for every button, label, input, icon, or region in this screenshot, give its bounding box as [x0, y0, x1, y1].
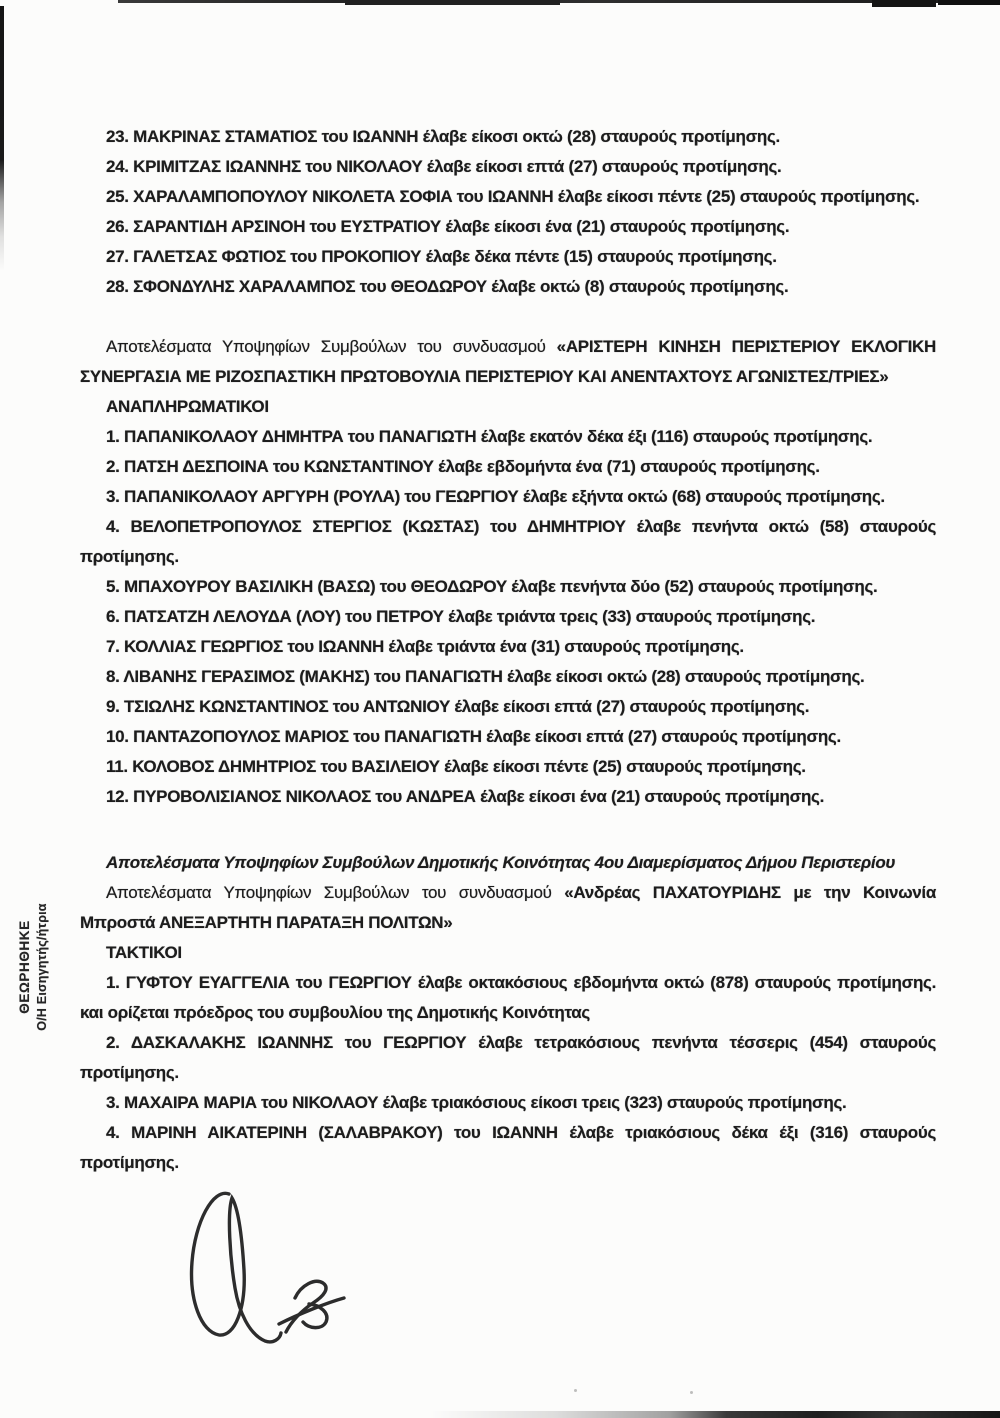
- result-item: 6. ΠΑΤΣΑΤΖΗ ΛΕΛΟΥΔΑ (ΛΟΥ) του ΠΕΤΡΟΥ έλαβε τριάντα τρεις (33) σταυρούς προτίμησης.: [106, 607, 816, 626]
- result-item: 27. ΓΑΛΕΤΣΑΣ ΦΩΤΙΟΣ του ΠΡΟΚΟΠΙΟΥ έλαβε δέκα πέντε (15) σταυρούς προτίμησης.: [106, 247, 777, 266]
- section-paragraph: [80, 878, 936, 938]
- scan-artifact-left-edge: [0, 6, 4, 271]
- result-item: 10. ΠΑΝΤΑΖΟΠΟΥΛΟΣ ΜΑΡΙΟΣ του ΠΑΝΑΓΙΩΤΗ έλαβε είκοσι επτά (27) σταυρούς προτίμησης.: [106, 727, 841, 746]
- result-item: 4. ΒΕΛΟΠΕΤΡΟΠΟΥΛΟΣ ΣΤΕΡΓΙΟΣ (ΚΩΣΤΑΣ) του ΔΗΜΗΤΡΙΟΥ έλαβε πενήντα οκτώ (58) σταυρούς προτίμησης.: [80, 517, 936, 566]
- result-item: 8. ΛΙΒΑΝΗΣ ΓΕΡΑΣΙΜΟΣ (ΜΑΚΗΣ) του ΠΑΝΑΓΙΩΤΗ έλαβε είκοσι οκτώ (28) σταυρούς προτίμησης.: [106, 667, 865, 686]
- result-item: 28. ΣΦΟΝΔΥΛΗΣ ΧΑΡΑΛΑΜΠΟΣ του ΘΕΟΔΩΡΟΥ έλαβε οκτώ (8) σταυρούς προτίμησης.: [106, 277, 789, 296]
- scan-artifact-bottom-edge: [430, 1411, 1000, 1418]
- section-heading: ΑΝΑΠΛΗΡΩΜΑΤΙΚΟΙ: [106, 397, 269, 416]
- result-item: 2. ΔΑΣΚΑΛΑΚΗΣ ΙΩΑΝΝΗΣ του ΓΕΩΡΓΙΟΥ έλαβε τετρακόσιους πενήντα τέσσερις (454) σταυρούς προτίμησης.: [80, 1033, 936, 1082]
- section-paragraph: [80, 332, 936, 392]
- result-item: 3. ΠΑΠΑΝΙΚΟΛΑΟΥ ΑΡΓΥΡΗ (ΡΟΥΛΑ) του ΓΕΩΡΓΙΟΥ έλαβε εξήντα οκτώ (68) σταυρούς προτίμησης.: [106, 487, 885, 506]
- scan-artifact-top-edge: [345, 0, 560, 5]
- result-item: 9. ΤΣΙΩΛΗΣ ΚΩΝΣΤΑΝΤΙΝΟΣ του ΑΝΤΩΝΙΟΥ έλαβε είκοσι επτά (27) σταυρούς προτίμησης.: [106, 697, 810, 716]
- result-item: 7. ΚΟΛΛΙΑΣ ΓΕΩΡΓΙΟΣ του ΙΩΑΝΝΗ έλαβε τριάντα ένα (31) σταυρούς προτίμησης.: [106, 637, 744, 656]
- result-item: 24. ΚΡΙΜΙΤΖΑΣ ΙΩΑΝΝΗΣ του ΝΙΚΟΛΑΟΥ έλαβε είκοσι επτά (27) σταυρούς προτίμησης.: [106, 157, 782, 176]
- reviewer-stamp: [16, 892, 56, 1042]
- coalition-name: «ΑΡΙΣΤΕΡΗ ΚΙΝΗΣΗ ΠΕΡΙΣΤΕΡΙΟΥ ΕΚΛΟΓΙΚΗ ΣΥΝΕΡΓΑΣΙΑ ΜΕ ΡΙΖΟΣΠΑΣΤΙΚΗ ΠΡΩΤΟΒΟΥΛΙΑ ΠΕΡΙΣΤΕΡΙΟΥ ΚΑΙ ΑΝΕΝΤΑΧΤΟΥΣ ΑΓΩΝΙΣΤΕΣ/ΤΡΙΕΣ»: [80, 337, 936, 386]
- reviewer-stamp-role: Ο/Η Εισηγητής/ήτρια: [35, 903, 50, 1031]
- result-item: 5. ΜΠΑΧΟΥΡΟΥ ΒΑΣΙΛΙΚΗ (ΒΑΣΩ) του ΘΕΟΔΩΡΟΥ έλαβε πενήντα δύο (52) σταυρούς προτίμησης.: [106, 577, 878, 596]
- scan-speck: [574, 1389, 577, 1392]
- result-item: 1. ΠΑΠΑΝΙΚΟΛΑΟΥ ΔΗΜΗΤΡΑ του ΠΑΝΑΓΙΩΤΗ έλαβε εκατόν δέκα έξι (116) σταυρούς προτίμησης.: [106, 427, 873, 446]
- result-item: 3. ΜΑΧΑΙΡΑ ΜΑΡΙΑ του ΝΙΚΟΛΑΟΥ έλαβε τριακόσιους είκοσι τρεις (323) σταυρούς προτίμησης.: [106, 1093, 847, 1112]
- result-item: 4. ΜΑΡΙΝΗ ΑΙΚΑΤΕΡΙΝΗ (ΣΑΛΑΒΡΑΚΟΥ) του ΙΩΑΝΝΗ έλαβε τριακόσιους δέκα έξι (316) σταυρούς προτίμησης.: [80, 1123, 936, 1172]
- scan-speck: [690, 1391, 693, 1394]
- result-item: 11. ΚΟΛΟΒΟΣ ΔΗΜΗΤΡΙΟΣ του ΒΑΣΙΛΕΙΟΥ έλαβε είκοσι πέντε (25) σταυρούς προτίμησης.: [106, 757, 806, 776]
- signature: [183, 1186, 358, 1351]
- result-item: 26. ΣΑΡΑΝΤΙΔΗ ΑΡΣΙΝΟΗ του ΕΥΣΤΡΑΤΙΟΥ έλαβε είκοσι ένα (21) σταυρούς προτίμησης.: [106, 217, 790, 236]
- document-body: [80, 122, 936, 1178]
- result-item: 2. ΠΑΤΣΗ ΔΕΣΠΟΙΝΑ του ΚΩΝΣΤΑΝΤΙΝΟΥ έλαβε εβδομήντα ένα (71) σταυρούς προτίμησης.: [106, 457, 820, 476]
- reviewer-stamp-title: ΘΕΩΡΗΘΗΚΕ: [17, 920, 32, 1014]
- section-paragraph: Αποτελέσματα Υποψηφίων Συμβούλων Δημοτικής Κοινότητας 4ου Διαμερίσματος Δήμου Περιστερίου: [106, 853, 896, 872]
- result-item: 12. ΠΥΡΟΒΟΛΙΣΙΑΝΟΣ ΝΙΚΟΛΑΟΣ του ΑΝΔΡΕΑ έλαβε είκοσι ένα (21) σταυρούς προτίμησης.: [106, 787, 824, 806]
- result-item: 23. ΜΑΚΡΙΝΑΣ ΣΤΑΜΑΤΙΟΣ του ΙΩΑΝΝΗ έλαβε είκοσι οκτώ (28) σταυρούς προτίμησης.: [106, 127, 780, 146]
- scan-artifact-top-edge: [872, 0, 936, 7]
- scan-artifact-top-edge: [938, 0, 1000, 5]
- coalition-name: «Ανδρέας ΠΑΧΑΤΟΥΡΙΔΗΣ με την Κοινωνία Μπροστά ΑΝΕΞΑΡΤΗΤΗ ΠΑΡΑΤΑΞΗ ΠΟΛΙΤΩΝ»: [80, 883, 936, 932]
- paragraph-text: Αποτελέσματα Υποψηφίων Συμβούλων του συνδυασμού: [106, 337, 557, 356]
- paragraph-text: Αποτελέσματα Υποψηφίων Συμβούλων του συνδυασμού: [106, 883, 565, 902]
- result-item: 25. ΧΑΡΑΛΑΜΠΟΠΟΥΛΟΥ ΝΙΚΟΛΕΤΑ ΣΟΦΙΑ του ΙΩΑΝΝΗ έλαβε είκοσι πέντε (25) σταυρούς προτίμησης.: [106, 187, 920, 206]
- result-item: 1. ΓΥΦΤΟΥ ΕΥΑΓΓΕΛΙΑ του ΓΕΩΡΓΙΟΥ έλαβε οκτακόσιους εβδομήντα οκτώ (878) σταυρούς προτίμησης. και ορίζεται πρόεδρος του συμβουλίου της Δημοτικής Κοινότητας: [80, 973, 936, 1022]
- section-heading: ΤΑΚΤΙΚΟΙ: [106, 943, 182, 962]
